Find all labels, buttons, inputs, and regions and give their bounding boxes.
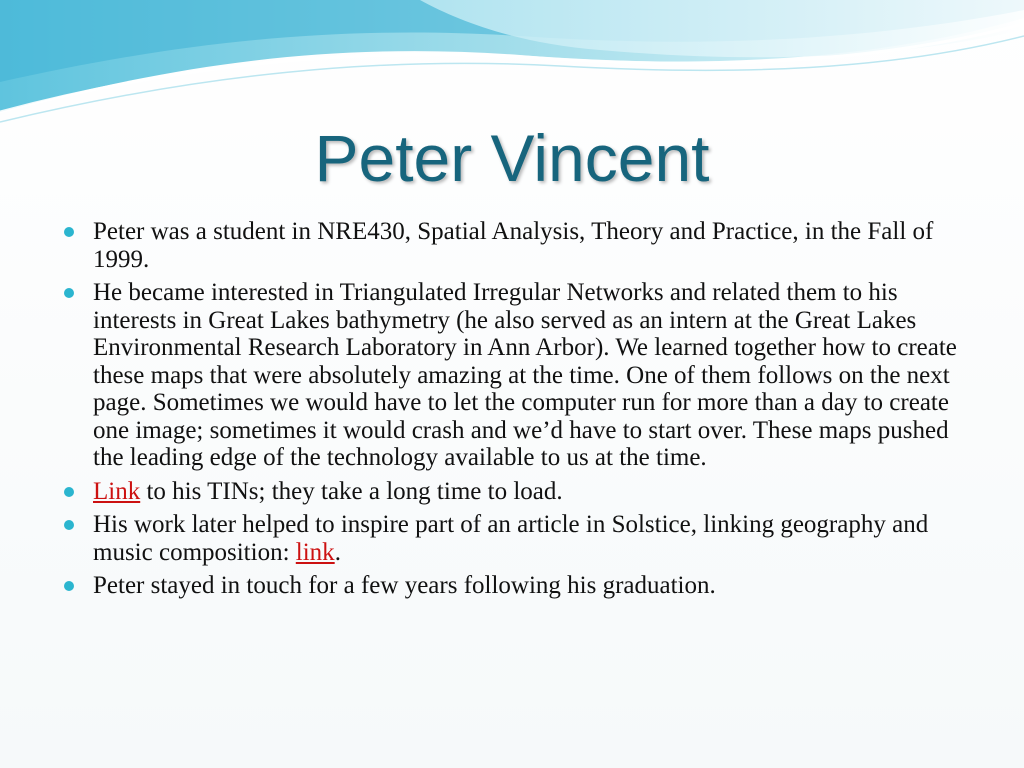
bullet-dot-icon (64, 520, 74, 530)
bullet-text: His work later helped to inspire part of an article in Solstice, linking geography and music composition: (93, 511, 929, 566)
bullet-text: He became interested in Triangulated Irregular Networks and related them to his interests in Great Lakes bathymetry (he also served as an intern at the Great Lakes Environmental Research Laboratory in Ann Arbor). We learned together how to create these maps that were absolutely amazing at the time. One of them follows on the next page. Sometimes we would have to let the computer run for more than a day to create one image; sometimes it would crash and we’d have to start over. These maps pushed the leading edge of the technology available to us at the time. (93, 279, 957, 471)
bullet-dot-icon (64, 227, 74, 237)
bullet-item (62, 511, 962, 566)
bullet-text: Peter was a student in NRE430, Spatial Analysis, Theory and Practice, in the Fall of 1999. (93, 218, 934, 273)
bullet-text: to his TINs; they take a long time to load. (140, 477, 563, 505)
bullet-item (62, 572, 962, 600)
bullet-text-end: . (334, 538, 341, 566)
bullet-item (62, 218, 962, 273)
solstice-article-link[interactable]: link (295, 538, 335, 566)
bullet-dot-icon (64, 487, 74, 497)
tins-link[interactable]: Link (93, 477, 141, 505)
bullet-text: Peter stayed in touch for a few years following his graduation. (93, 572, 716, 599)
header-wave-decoration (0, 0, 1024, 130)
bullet-item (62, 279, 962, 472)
bullet-list (62, 218, 962, 606)
bullet-item (62, 478, 962, 506)
slide-title: Peter Vincent (314, 121, 710, 195)
bullet-dot-icon (64, 288, 74, 298)
bullet-dot-icon (64, 581, 74, 591)
